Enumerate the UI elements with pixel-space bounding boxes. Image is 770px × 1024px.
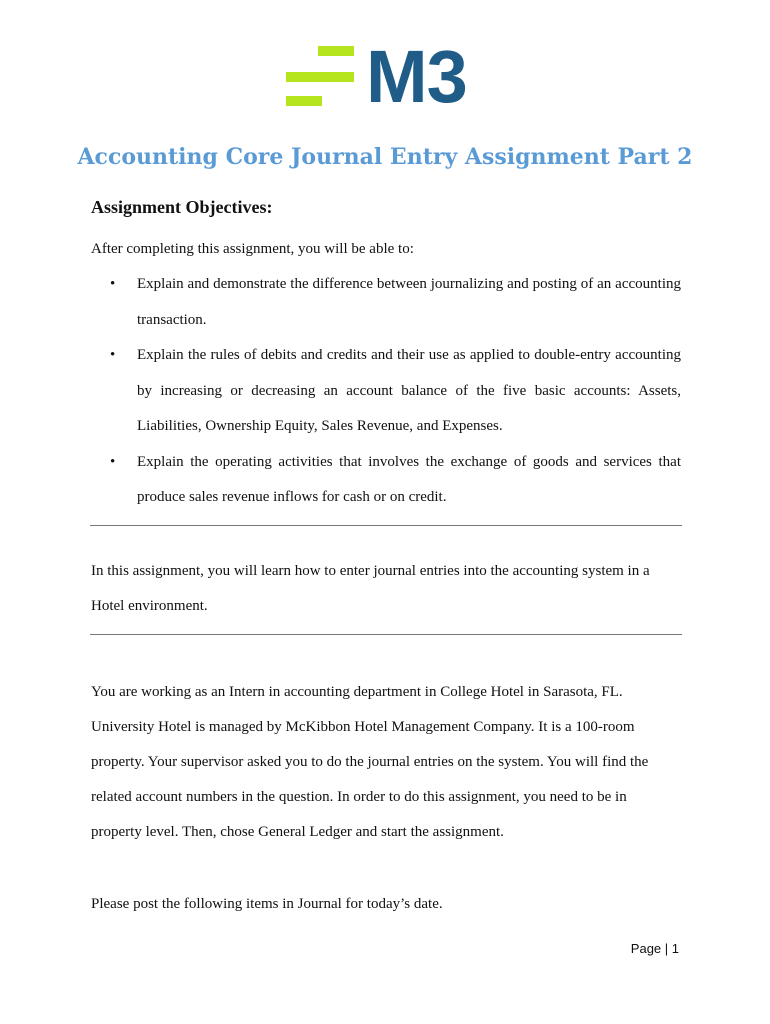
objective-item: • Explain the operating activities that involves the exchange of goods and services that produce sales revenue inflows for cash or on credit. bbox=[91, 445, 681, 516]
objectives-list bbox=[91, 267, 681, 516]
scenario-paragraph: You are working as an Intern in accounting department in College Hotel in Sarasota, FL. University Hotel is managed by McKibbon Hotel Management Company. It is a 100-room property. Your supervisor asked you to do the journal entries on the system. You will find the related account numbers in the question. In order to do this assignment, you need to be in property level. Then, chose General Ledger and start the assignment. bbox=[91, 684, 649, 840]
objectives-intro: After completing this assignment, you will be able to: bbox=[91, 241, 414, 257]
logo-wordmark: M3 bbox=[366, 35, 467, 118]
post-instruction: Please post the following items in Journal for today’s date. bbox=[91, 896, 443, 912]
page-number: Page | 1 bbox=[630, 941, 679, 956]
objectives-heading: Assignment Objectives: bbox=[91, 197, 273, 217]
document-title: Accounting Core Journal Entry Assignment Part 2 bbox=[77, 144, 693, 170]
logo-dash bbox=[286, 72, 354, 82]
m3-logo bbox=[286, 35, 486, 118]
logo-dash bbox=[318, 46, 354, 56]
divider bbox=[90, 634, 682, 635]
logo-dash bbox=[286, 96, 322, 106]
divider bbox=[90, 525, 682, 526]
objective-item: • Explain and demonstrate the difference between journalizing and posting of an accounting transaction. bbox=[91, 267, 681, 338]
learn-paragraph: In this assignment, you will learn how to enter journal entries into the accounting system in a Hotel environment. bbox=[91, 563, 650, 614]
objective-item: • Explain the rules of debits and credits and their use as applied to double-entry accounting by increasing or decreasing an account balance of the five basic accounts: Assets, Liabilities, Ownership Equity, Sales Revenue, and Expenses. bbox=[91, 338, 681, 445]
